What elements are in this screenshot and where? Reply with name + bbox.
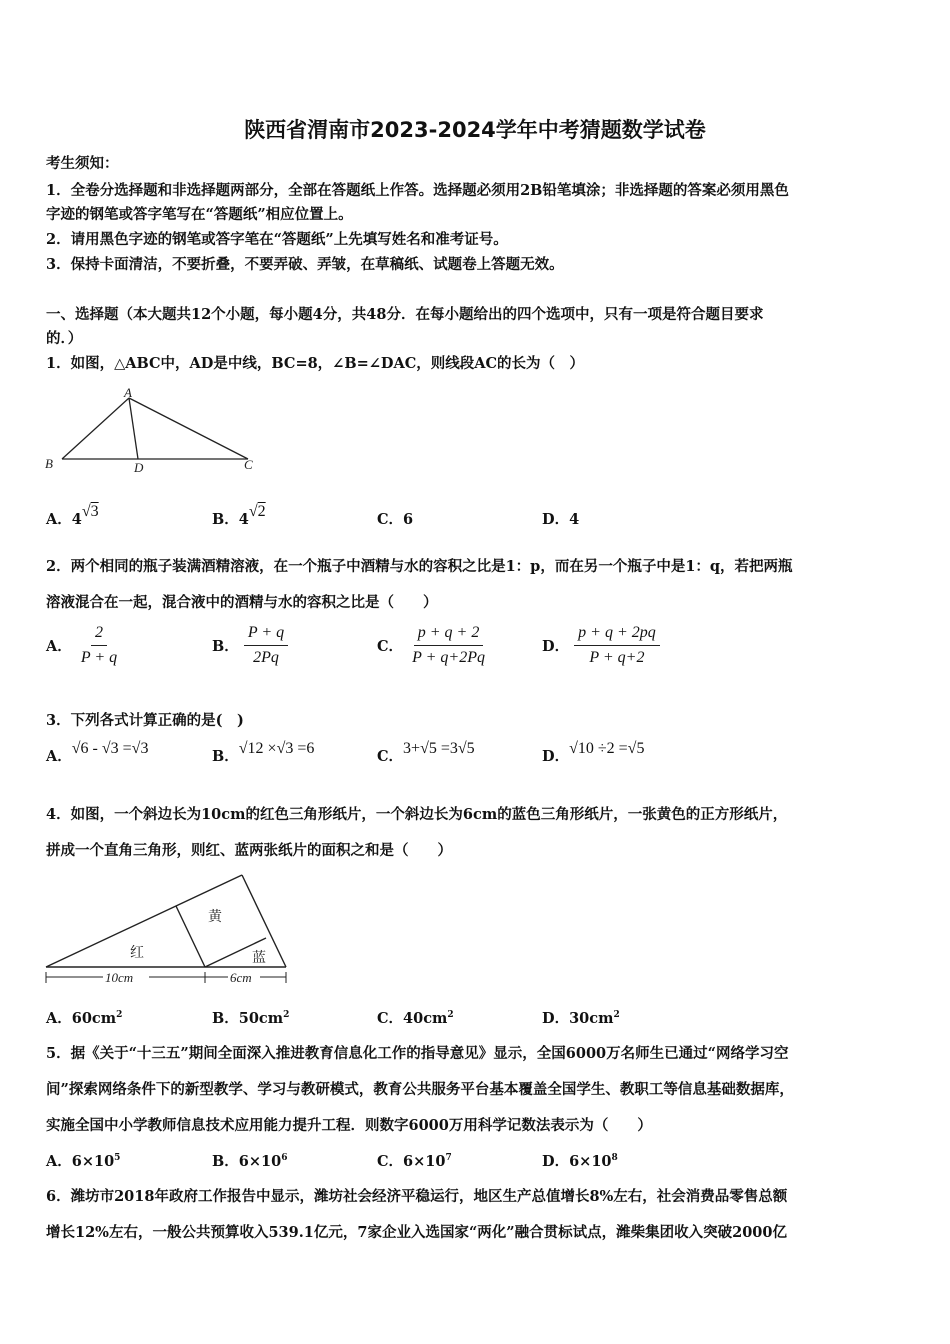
q4-length-6: 6cm [230, 970, 252, 985]
q2-option-c-denominator: P + q+2Pq [412, 649, 485, 666]
q1-label-b: B [45, 456, 53, 471]
q5-option-a[interactable] [46, 1150, 120, 1171]
notice-line-3: 3．保持卡面清洁，不要折叠，不要弄破、弄皱，在草稿纸、试题卷上答题无效。 [46, 256, 564, 273]
q2-option-b-label: B． [212, 638, 239, 655]
q4-option-b-label: B．50cm [212, 1010, 284, 1027]
q4-triangle-figure [40, 873, 290, 993]
q1-option-a-radical: √3 [81, 503, 99, 520]
q2-option-b-numerator: P + q [244, 624, 288, 646]
q4-label-red: 红 [130, 945, 144, 961]
q5-option-c-label: C．6×10 [377, 1153, 446, 1170]
q5-option-d-label: D．6×10 [542, 1153, 612, 1170]
notice-line-2: 2．请用黑色字迹的钢笔或答字笔在“答题纸”上先填写姓名和准考证号。 [46, 231, 508, 248]
q2-stem-line-1: 2．两个相同的瓶子装满酒精溶液，在一个瓶子中酒精与水的容积之比是1：p，而在另一个瓶子中是1：q，若把两瓶 [46, 558, 793, 575]
q3-option-b[interactable] [212, 740, 315, 766]
q5-option-b-sup: 6 [281, 1153, 288, 1164]
q1-option-b-label: B．4 [212, 511, 249, 528]
q2-option-d-label: D． [542, 638, 570, 655]
q2-option-d[interactable] [542, 624, 660, 667]
q4-option-a[interactable] [46, 1007, 122, 1028]
q5-option-d[interactable] [542, 1150, 618, 1171]
q4-option-d-label: D．30cm [542, 1010, 614, 1027]
notice-line-1a: 1．全卷分选择题和非选择题两部分，全部在答题纸上作答。选择题必须用2B铅笔填涂；非选择题的答案必须用黑色 [46, 182, 789, 199]
q6-stem-line-1: 6．潍坊市2018年政府工作报告中显示，潍坊社会经济平稳运行，地区生产总值增长8%左右，社会消费品零售总额 [46, 1188, 788, 1205]
q2-option-a[interactable] [46, 624, 121, 667]
q4-option-b[interactable] [212, 1007, 289, 1028]
q4-option-c-label: C．40cm [377, 1010, 448, 1027]
q2-option-d-fraction [574, 624, 660, 667]
q2-option-d-denominator: P + q+2 [589, 649, 645, 666]
q1-option-a[interactable] [46, 503, 99, 529]
q3-option-b-expr: √12 ×√3 =6 [238, 740, 315, 757]
q5-stem-line-2: 间”探索网络条件下的新型教学、学习与教研模式，教育公共服务平台基本覆盖全国学生、教职工等信息基础数据库， [46, 1081, 794, 1098]
q2-option-a-denominator: P + q [80, 649, 118, 666]
q1-option-a-radicand: 3 [90, 503, 99, 520]
q1-option-b-radical: √2 [248, 503, 266, 520]
q4-label-blue: 蓝 [252, 950, 266, 966]
section-heading-line-2: 的．） [46, 330, 83, 347]
q6-stem-line-2: 增长12%左右，一般公共预算收入539.1亿元，7家企业入选国家“两化”融合贯标试点，潍柴集团收入突破2000亿 [46, 1224, 787, 1241]
q5-option-c[interactable] [377, 1150, 452, 1171]
q3-option-a[interactable] [46, 740, 149, 766]
q3-option-c[interactable] [377, 740, 475, 766]
notice-heading: 考生须知： [46, 155, 119, 172]
q2-stem-line-2: 溶液混合在一起，混合液中的酒精与水的容积之比是（ ） [46, 594, 438, 611]
q2-option-c-label: C． [377, 638, 404, 655]
q1-stem: 1．如图，△ABC中，AD是中线，BC=8，∠B=∠DAC，则线段AC的长为（ ） [46, 355, 585, 372]
q5-option-c-sup: 7 [445, 1153, 452, 1164]
q2-option-b-denominator: 2Pq [253, 649, 279, 666]
q5-option-b-label: B．6×10 [212, 1153, 282, 1170]
q3-option-a-expr: √6 - √3 =√3 [71, 740, 149, 757]
q2-option-b[interactable] [212, 624, 288, 667]
q3-option-c-label: C． [377, 748, 404, 765]
q1-triangle-figure [40, 386, 270, 478]
q2-option-c[interactable] [377, 624, 489, 667]
q4-option-c[interactable] [377, 1007, 454, 1028]
q3-option-d-expr: √10 ÷2 =√5 [569, 740, 645, 757]
q1-label-c: C [244, 457, 253, 472]
q5-stem-line-3: 实施全国中小学教师信息技术应用能力提升工程．则数字6000万用科学记数法表示为（ ） [46, 1117, 652, 1134]
q1-option-b[interactable] [212, 503, 266, 529]
q1-option-b-radicand: 2 [257, 503, 266, 520]
q1-option-a-label: A．4 [46, 511, 82, 528]
q4-option-d[interactable] [542, 1007, 620, 1028]
q1-median-ad [129, 398, 138, 459]
q2-option-a-numerator: 2 [91, 624, 107, 646]
q1-side-ac [129, 398, 248, 459]
section-heading-line-1: 一、选择题（本大题共12个小题，每小题4分，共48分．在每小题给出的四个选项中，只有一项是符合题目要求 [46, 306, 764, 323]
q5-option-a-label: A．6×10 [46, 1153, 115, 1170]
q2-option-a-label: A． [46, 638, 72, 655]
q4-option-b-sup: 2 [283, 1010, 290, 1021]
q2-option-c-fraction [408, 624, 489, 667]
q1-side-ab [62, 398, 129, 459]
q4-square-left-side [176, 906, 205, 967]
q4-option-a-sup: 2 [116, 1010, 123, 1021]
q5-stem-line-1: 5．据《关于“十三五”期间全面深入推进教育信息化工作的指导意见》显示，全国6000万名师生已通过“网络学习空 [46, 1045, 789, 1062]
q3-option-b-label: B． [212, 748, 239, 765]
q4-option-a-label: A．60cm [46, 1010, 117, 1027]
q4-length-10: 10cm [105, 970, 134, 985]
q4-label-yellow: 黄 [208, 909, 222, 925]
q4-option-d-sup: 2 [613, 1010, 620, 1021]
q1-label-d: D [134, 460, 144, 475]
q1-option-c[interactable]: C．6 [377, 511, 414, 528]
q3-option-c-expr: 3+√5 =3√5 [403, 740, 475, 757]
q4-option-c-sup: 2 [447, 1010, 454, 1021]
q1-label-a: A [124, 386, 132, 400]
q3-option-d-label: D． [542, 748, 570, 765]
page-title: 陕西省渭南市2023-2024学年中考猜题数学试卷 [244, 118, 706, 142]
q5-option-a-sup: 5 [114, 1153, 121, 1164]
q5-option-b[interactable] [212, 1150, 287, 1171]
q3-stem: 3．下列各式计算正确的是( ) [46, 712, 244, 729]
q3-option-d[interactable] [542, 740, 645, 766]
q2-option-d-numerator: p + q + 2pq [574, 624, 660, 646]
q1-option-d[interactable]: D．4 [542, 511, 580, 528]
q2-option-b-fraction [244, 624, 288, 667]
q5-option-d-sup: 8 [611, 1153, 618, 1164]
q2-option-c-numerator: p + q + 2 [414, 624, 484, 646]
notice-line-1b: 字迹的钢笔或答字笔写在“答题纸”相应位置上。 [46, 206, 353, 223]
q4-stem-line-1: 4．如图，一个斜边长为10cm的红色三角形纸片，一个斜边长为6cm的蓝色三角形纸片，一张黄色的正方形纸片， [46, 806, 788, 823]
q2-option-a-fraction [77, 624, 121, 667]
q3-option-a-label: A． [46, 748, 72, 765]
q4-stem-line-2: 拼成一个直角三角形，则红、蓝两张纸片的面积之和是（ ） [46, 842, 452, 859]
